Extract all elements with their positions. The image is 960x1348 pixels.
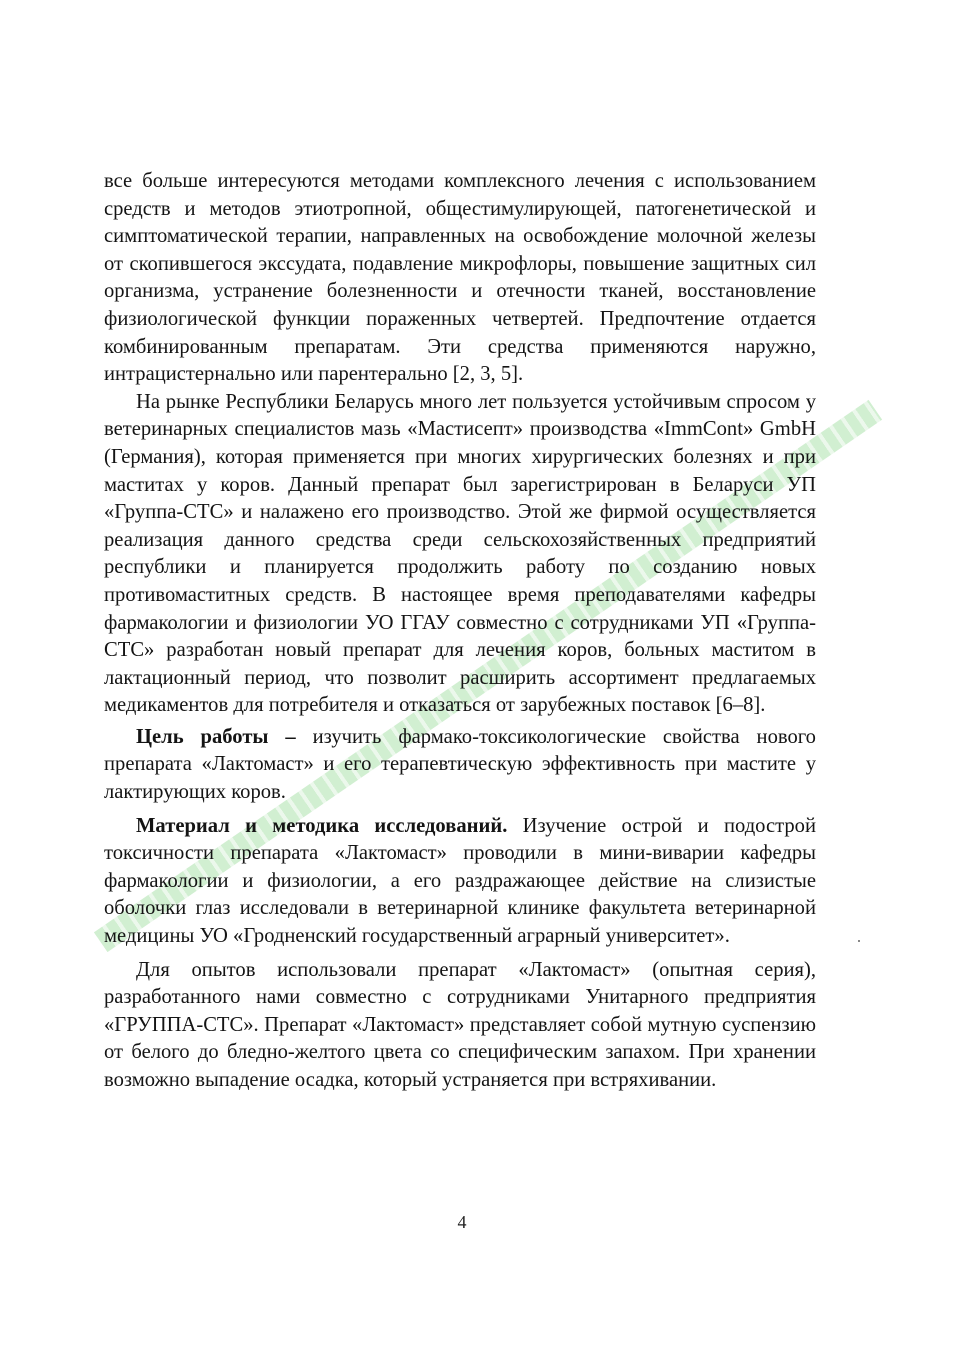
- paragraph-continuation: [104, 168, 816, 389]
- paragraph-text: На рынке Республики Беларусь много лет пользуется устойчивым спросом у ветеринарных специалистов мазь «Мастисепт» производства «ImmCont» GmbH (Германия), которая применяется при многих хирургических болезнях и при маститах у коров. Данный препарат был зарегистрирован в Беларуси УП «Группа-СТС» и налажено его производство. Этой же фирмой осуществляется реализация данного средства среди сельскохозяйственных предприятий республики и планируется продолжить работу по созданию новых противомаститных средств. В настоящее время преподавателями кафедры фармакологии и физиологии УО ГГАУ совместно с сотрудниками УП «Группа-СТС» разработан новый препарат для лечения коров, больных маститом в лактационный период, что позволит расширить ассортимент предлагаемых медикаментов для потребителя и отказаться от зарубежных поставок [6–8].: [104, 390, 816, 717]
- body-text: [104, 168, 816, 1095]
- goal-heading: Цель работы –: [136, 725, 296, 748]
- paragraph-market: [104, 389, 816, 720]
- paragraph-materials: [104, 813, 816, 951]
- materials-heading: Материал и методика исследований.: [136, 814, 508, 837]
- paragraph-goal: [104, 724, 816, 807]
- paragraph-text: все больше интересуются методами комплексного лечения с использованием средств и методов этиотропной, общестимулирующей, патогенетической и симптоматической терапии, направленных на освобождение молочной железы от скопившегося экссудата, подавление микрофлоры, повышение защитных сил организма, устранение болезненности и отечности тканей, восстановление физиологической функции пораженных четвертей. Предпочтение отдается комбинированным препаратам. Эти средства применяются наружно, интрацистернально или парентерально [2, 3, 5].: [104, 170, 816, 386]
- paragraph-text: изучить фармако-токсикологические свойства нового препарата «Лактомаст» и его терапевтическую эффективность при мастите у лактирующих коров.: [104, 725, 816, 804]
- scan-speck: [858, 940, 860, 942]
- page-number: 4: [457, 1212, 467, 1232]
- paragraph-text: Изучение острой и подострой токсичности препарата «Лактомаст» проводили в мини-виварии кафедры фармакологии и физиологии, а его раздражающее действие на слизистые оболочки глаз исследовали в ветеринарной клинике факультета ветеринарной медицины УО «Гродненский государственный аграрный университет».: [104, 814, 816, 948]
- paragraph-experiments: [104, 957, 816, 1095]
- paragraph-text: Для опытов использовали препарат «Лактомаст» (опытная серия), разработанного нами совместно с сотрудниками Унитарного предприятия «ГРУППА-СТС». Препарат «Лактомаст» представляет собой мутную суспензию от белого до бледно-желтого цвета со специфическим запахом. При хранении возможно выпадение осадка, который устраняется при встряхивании.: [104, 958, 816, 1091]
